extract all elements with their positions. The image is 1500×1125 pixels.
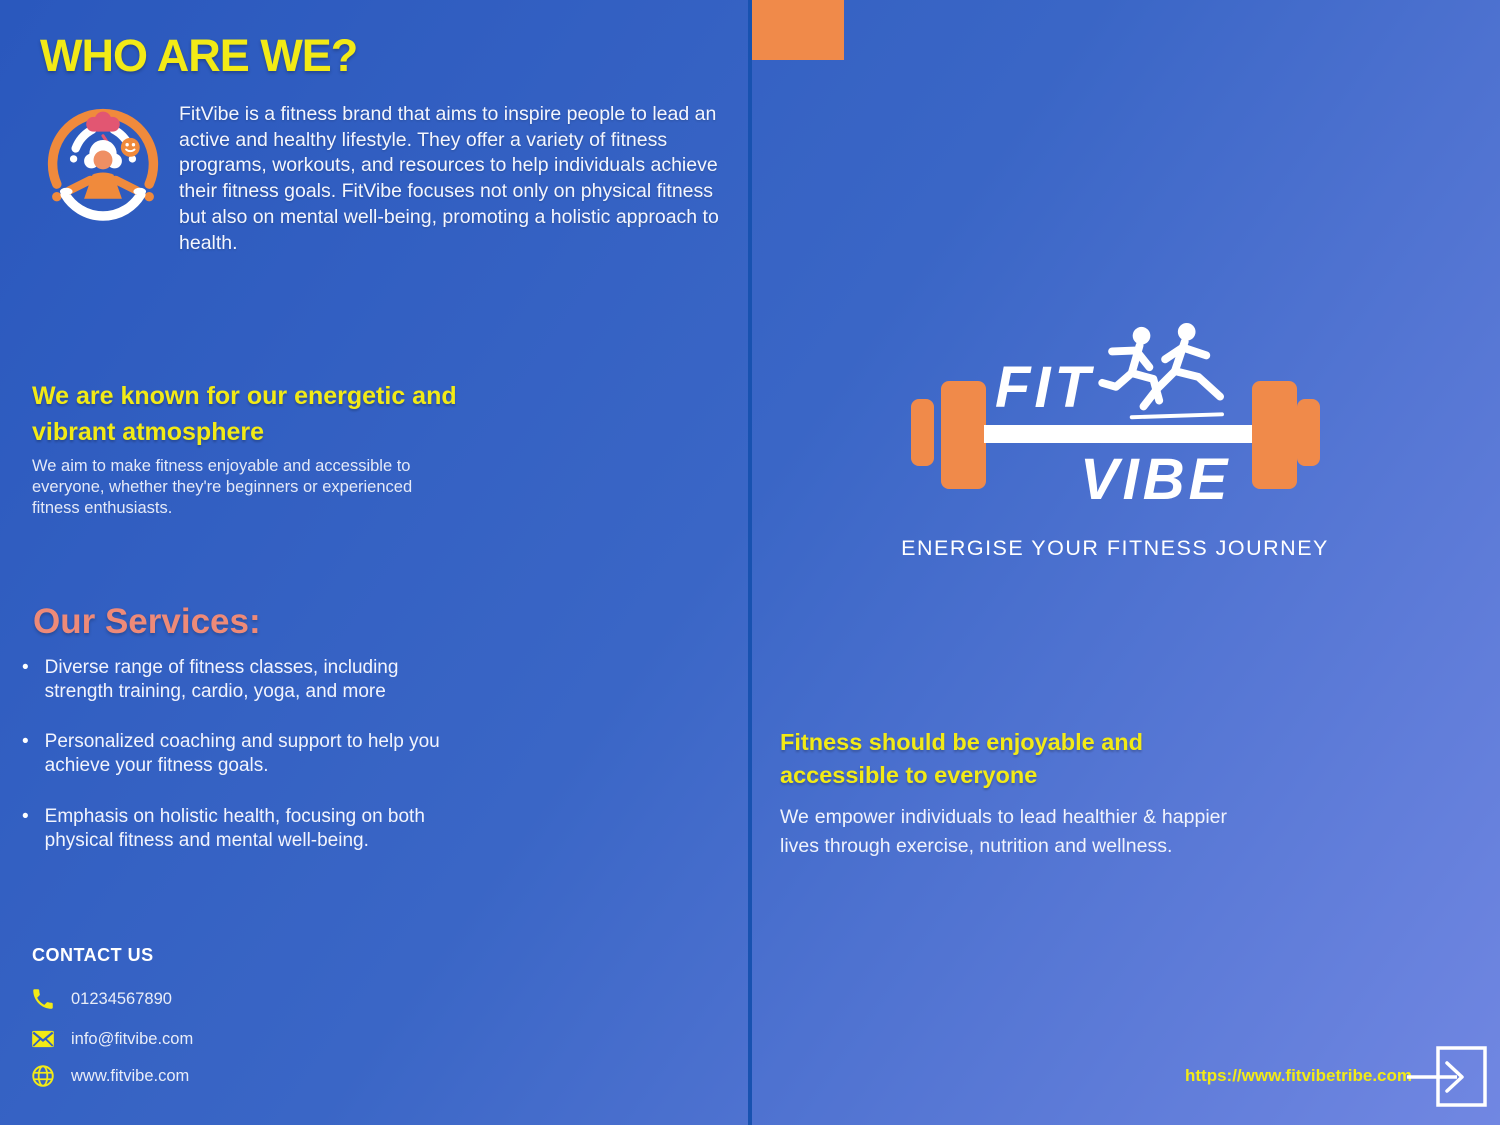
- services-list: [22, 656, 467, 879]
- barbell-weight: [1297, 399, 1320, 466]
- page-title: WHO ARE WE?: [40, 30, 358, 81]
- arrow-right-icon[interactable]: [1405, 1045, 1490, 1110]
- intro-paragraph: FitVibe is a fitness brand that aims to inspire people to lead an active and healthy lifestyle. They offer a variety of fitness programs, workouts, and resources to help individuals achieve their fitness goals. FitVibe focuses not only on physical fitness but also on mental well-being, promoting a holistic approach to health.: [179, 103, 719, 254]
- contact-email[interactable]: info@fitvibe.com: [71, 1029, 194, 1048]
- contact-phone-row: [30, 986, 172, 1012]
- barbell-weight: [1252, 381, 1297, 489]
- list-item: [22, 656, 467, 704]
- list-item: [22, 730, 467, 778]
- orange-accent-block: [752, 0, 844, 60]
- service-item-text: Diverse range of fitness classes, including strength training, cardio, yoga, and more: [44, 657, 399, 703]
- runners-icon: [1090, 322, 1250, 430]
- bullet-icon: •: [22, 805, 29, 827]
- contact-email-row: [30, 1026, 193, 1052]
- known-for-text: We aim to make fitness enjoyable and accessible to everyone, whether they're beginners or experienced fitness enthusiasts.: [32, 457, 413, 517]
- service-item-text: Emphasis on holistic health, focusing on both physical fitness and mental well-being.: [44, 805, 425, 851]
- fitvibe-logo: [905, 320, 1325, 570]
- email-icon: [30, 1026, 56, 1052]
- barbell-weight: [911, 399, 934, 466]
- promo-heading: Fitness should be enjoyable and accessible to everyone: [780, 729, 1144, 789]
- logo-tagline: ENERGISE YOUR FITNESS JOURNEY: [901, 536, 1329, 560]
- website-url-link[interactable]: https://www.fitvibetribe.com: [1185, 1066, 1412, 1085]
- services-heading: Our Services:: [33, 602, 261, 641]
- contact-phone[interactable]: 01234567890: [71, 989, 172, 1008]
- contact-website-row: [30, 1063, 189, 1089]
- globe-icon: [30, 1063, 56, 1089]
- contact-heading: CONTACT US: [32, 945, 154, 965]
- mind-wellness-icon: [40, 98, 166, 224]
- contact-website[interactable]: www.fitvibe.com: [71, 1066, 190, 1085]
- barbell-weight: [941, 381, 986, 489]
- known-for-heading: We are known for our energetic and vibrant atmosphere: [32, 382, 457, 447]
- center-divider: [748, 0, 752, 1125]
- logo-word-vibe: VIBE: [1080, 447, 1232, 512]
- list-item: [22, 805, 467, 853]
- phone-icon: [30, 986, 56, 1012]
- logo-word-fit: FIT: [995, 355, 1094, 420]
- service-item-text: Personalized coaching and support to help you achieve your fitness goals.: [44, 731, 440, 777]
- bullet-icon: •: [22, 657, 29, 678]
- promo-text: We empower individuals to lead healthier & happier lives through exercise, nutrition and wellness.: [780, 806, 1227, 858]
- bullet-icon: •: [22, 731, 29, 753]
